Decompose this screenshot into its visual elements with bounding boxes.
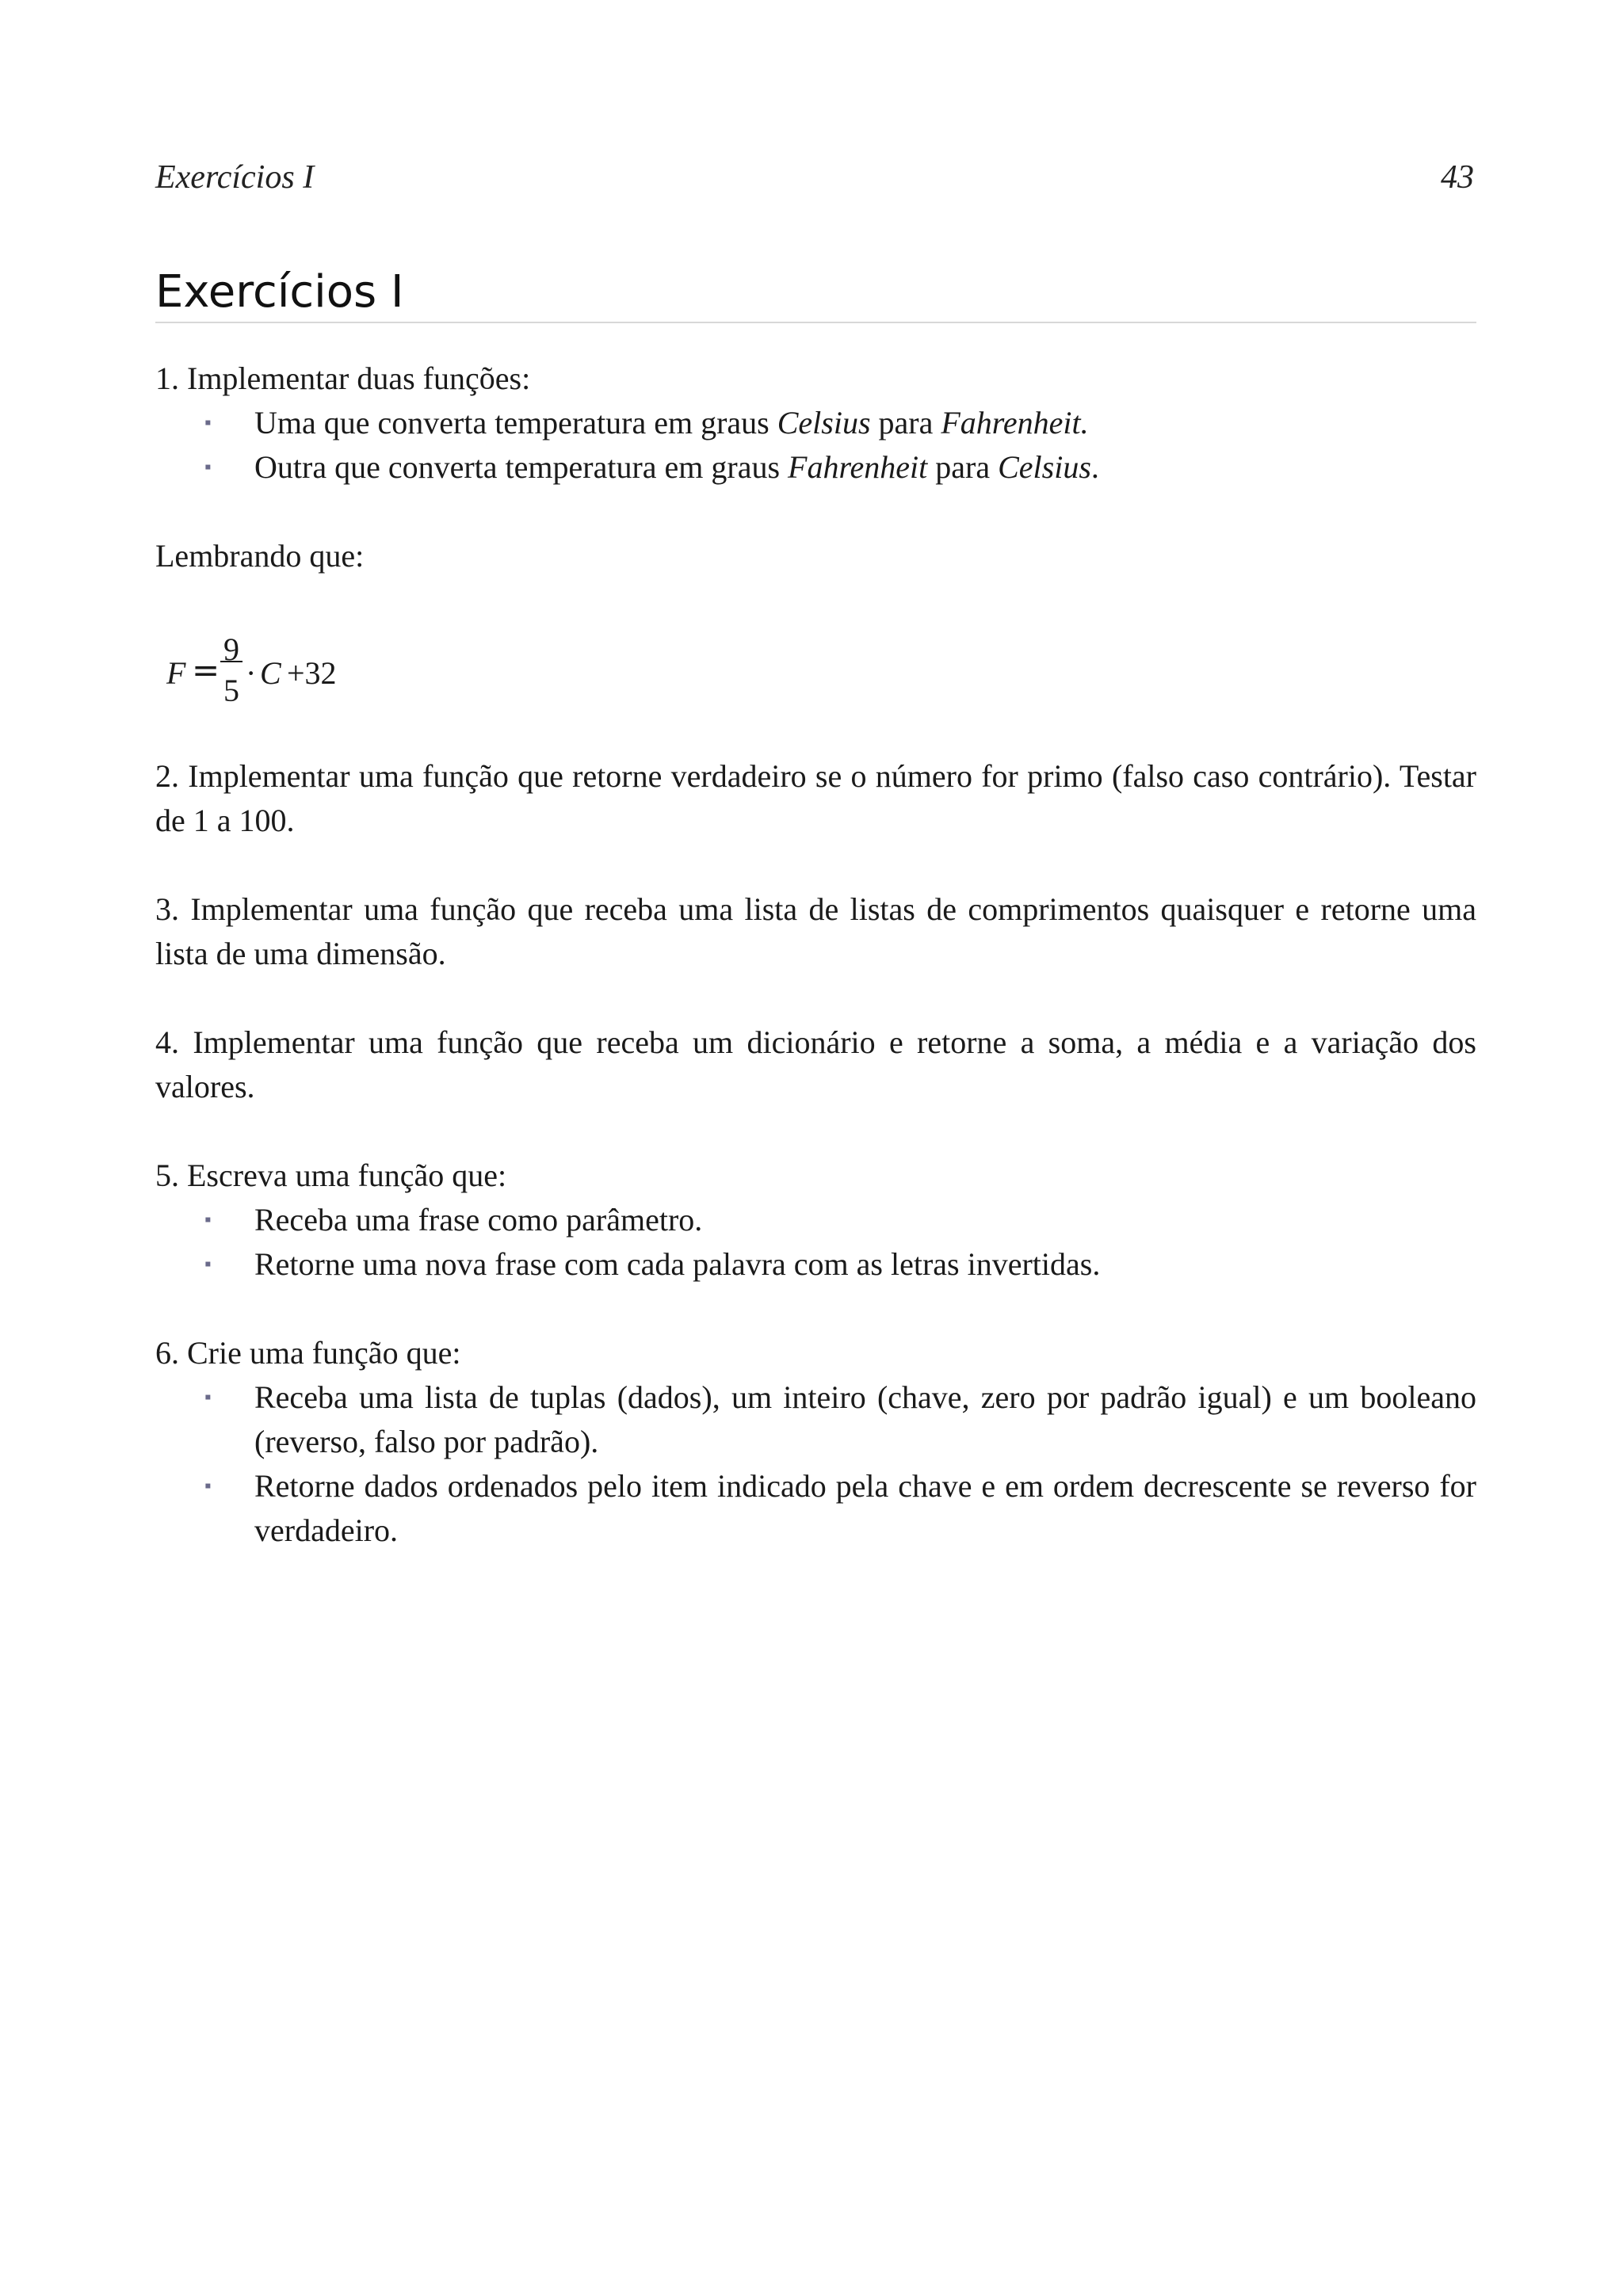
section-title: Exercícios I (155, 265, 1476, 323)
text-run: para (870, 405, 941, 441)
temperature-formula (166, 623, 1476, 710)
text-run: Outra que converta temperatura em graus (254, 449, 789, 485)
exercise-3: 3. Implementar uma função que receba uma lista de listas de comprimentos quaisquer e retorne uma lista de uma dimensão. (155, 891, 1476, 971)
exercise-1-heading: 1. Implementar duas funções: (155, 360, 531, 396)
text-run: para (927, 449, 999, 485)
formula-denominator: 5 (223, 673, 239, 708)
list-item (155, 1198, 1476, 1242)
formula-lhs: F (166, 655, 186, 691)
exercise-6 (155, 1331, 1476, 1553)
list-item (155, 1375, 1476, 1464)
list-item-text: Receba uma lista de tuplas (dados), um inteiro (chave, zero por padrão igual) e um booleano (reverso, falso por padrão). (254, 1379, 1476, 1459)
list-item (155, 401, 1476, 445)
exercise-4: 4. Implementar uma função que receba um dicionário e retorne a soma, a média e a variação dos valores. (155, 1024, 1476, 1104)
exercise-list (155, 357, 1476, 1597)
formula-numerator: 9 (223, 631, 239, 667)
page-number: 43 (1441, 159, 1474, 196)
exercise-2: 2. Implementar uma função que retorne verdadeiro se o número for primo (falso caso contrário). Testar de 1 a 100. (155, 758, 1476, 838)
bullet-icon: ▪ (204, 413, 212, 433)
text-run: . (1090, 449, 1099, 485)
bullet-icon: ▪ (204, 1254, 212, 1275)
exercise-6-heading: 6. Crie uma função que: (155, 1335, 461, 1371)
italic-term: Celsius (998, 449, 1091, 485)
header-chapter-title: Exercícios I (155, 159, 315, 196)
list-item-text: Receba uma frase como parâmetro. (254, 1202, 703, 1238)
exercise-5 (155, 1154, 1476, 1287)
formula-variable: C (260, 655, 281, 691)
text-run: Uma que converta temperatura em graus (254, 405, 777, 441)
bullet-icon: ▪ (204, 1387, 212, 1408)
italic-term: Fahrenheit (788, 449, 928, 485)
list-item (155, 1242, 1476, 1287)
formula-dot: · (246, 655, 257, 691)
exercise-1 (155, 357, 1476, 490)
running-header (155, 158, 1474, 196)
lembrando-label: Lembrando que: (155, 538, 365, 574)
list-item-text: Retorne uma nova frase com cada palavra com as letras invertidas. (254, 1246, 1101, 1282)
bullet-icon: ▪ (204, 1476, 212, 1497)
formula-rhs: +32 (287, 655, 337, 691)
italic-term: Celsius (777, 405, 871, 441)
list-item (155, 1464, 1476, 1553)
bullet-icon: ▪ (204, 1210, 212, 1230)
italic-term: Fahrenheit. (941, 405, 1089, 441)
exercise-6-bullets (155, 1375, 1476, 1553)
exercise-5-bullets (155, 1198, 1476, 1287)
bullet-icon: ▪ (204, 457, 212, 478)
formula-equals: = (192, 650, 220, 689)
exercise-1-bullets (155, 401, 1476, 490)
list-item (155, 445, 1476, 490)
list-item-text: Retorne dados ordenados pelo item indicado pela chave e em ordem decrescente se reverso for verdadeiro. (254, 1468, 1476, 1548)
fraction-bar (220, 661, 242, 662)
exercise-5-heading: 5. Escreva uma função que: (155, 1158, 507, 1193)
